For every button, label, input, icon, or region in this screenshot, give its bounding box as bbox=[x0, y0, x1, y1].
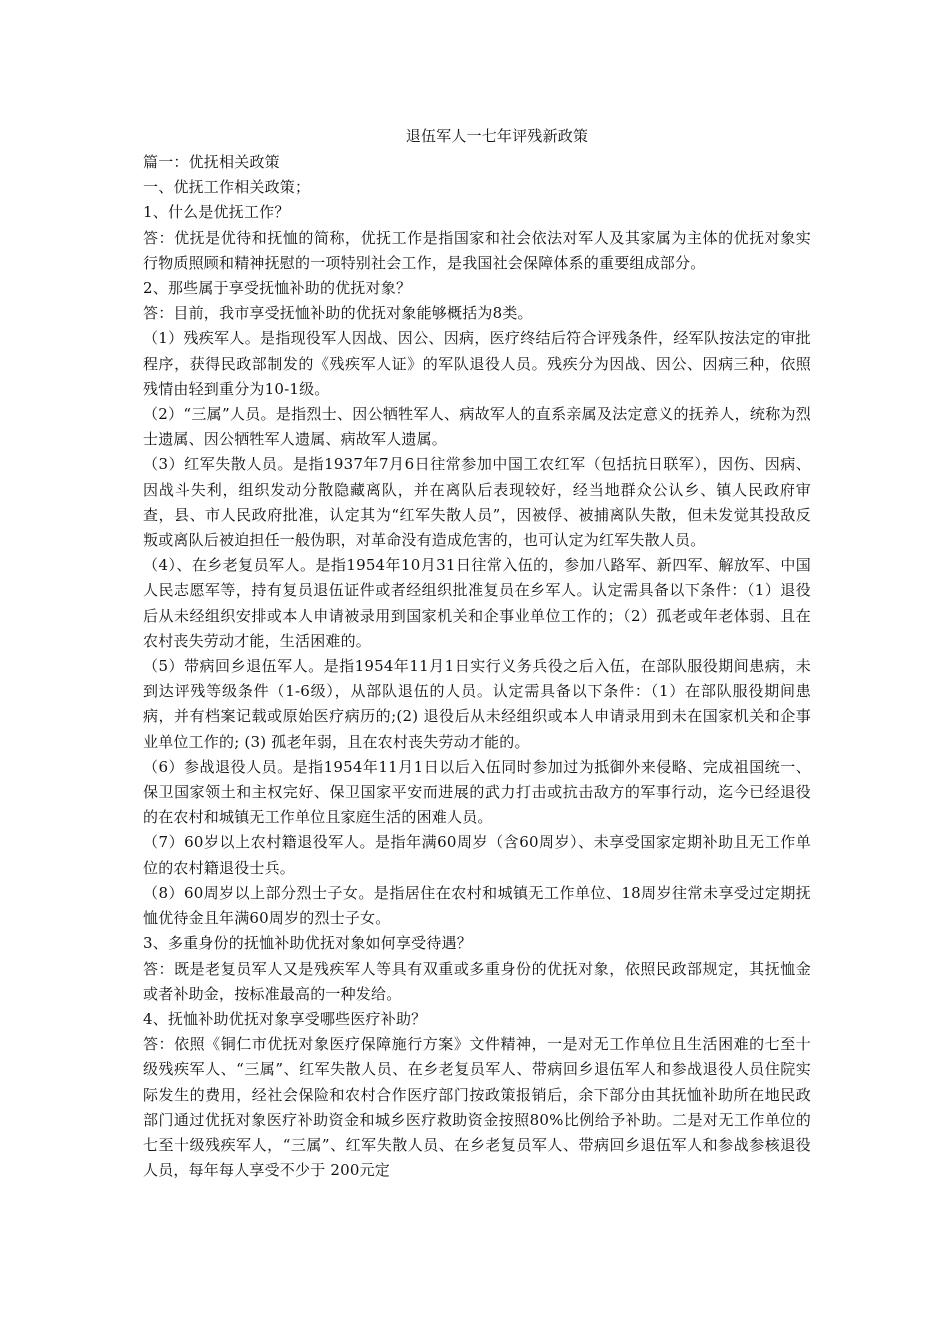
document-body bbox=[143, 124, 811, 1183]
paragraph: 答：优抚是优待和抚恤的简称，优抚工作是指国家和社会依法对军人及其家属为主体的优抚对象实行物质照顾和精神抚慰的一项特别社会工作，是我国社会保障体系的重要组成部分。 bbox=[143, 228, 811, 272]
paragraph: 1、什么是优抚工作？ bbox=[143, 203, 290, 222]
paragraph: （5）带病回乡退伍军人。是指1954年11月1日实行义务兵役之后入伍，在部队服役期间患病，未到达评残等级条件（1-6级），从部队退伍的人员。认定需具备以下条件：（1）在部队服役期间患病，并有档案记载或原始医疗病历的;(2) 退役后从未经组织或本人申请录用到未在国家机关和企事业单位工作的; (3) 孤老年弱，且在农村丧失劳动才能的。 bbox=[143, 657, 811, 751]
paragraph: 篇一：优抚相关政策 bbox=[143, 153, 280, 171]
paragraph: （3）红军失散人员。是指1937年7月6日往常参加中国工农红军（包括抗日联军），因伤、因病、因战斗失利，组织发动分散隐藏离队，并在离队后表现较好，经当地群众公认乡、镇人民政府审查，县、市人民政府批准，认定其为“红军失散人员”，因被俘、被捕离队失散，但未发觉其投敌反叛或离队后被迫担任一般伪职，对革命没有造成危害的，也可认定为红军失散人员。 bbox=[143, 455, 811, 550]
paragraph: （2）“三属”人员。是指烈士、因公牺牲军人、病故军人的直系亲属及法定意义的抚养人，统称为烈士遗属、因公牺牲军人遗属、病故军人遗属。 bbox=[143, 405, 811, 449]
paragraph: 3、多重身份的抚恤补助优抚对象如何享受待遇？ bbox=[143, 934, 472, 953]
paragraph: 答：既是老复员军人又是残疾军人等具有双重或多重身份的优抚对象，依照民政部规定，其抚恤金或者补助金，按标准最高的一种发给。 bbox=[143, 959, 811, 1003]
paragraph: （8）60周岁以上部分烈士子女。是指居住在农村和城镇无工作单位、18周岁往常未享受过定期抚恤优待金且年满60周岁的烈士子女。 bbox=[143, 883, 811, 928]
paragraph: 2、那些属于享受抚恤补助的优抚对象？ bbox=[143, 279, 412, 298]
paragraph: （1）残疾军人。是指现役军人因战、因公、因病，医疗终结后符合评残条件，经军队按法定的审批程序，获得民政部制发的《残疾军人证》的军队退役人员。残疾分为因战、因公、因病三种，依照残情由轻到重分为10-1级。 bbox=[143, 329, 811, 398]
paragraph: 一、优抚工作相关政策； bbox=[143, 178, 311, 197]
document-title: 退伍军人一七年评残新政策 bbox=[405, 127, 589, 145]
paragraph: 答：依照《铜仁市优抚对象医疗保障施行方案》文件精神，一是对无工作单位且生活困难的七至十级残疾军人、“三属”、红军失散人员、在乡老复员军人、带病回乡退伍军人和参战退役人员住院实际发生的费用，经社会保险和农村合作医疗部门按政策报销后，余下部分由其抚恤补助所在地民政部门通过优抚对象医疗补助资金和城乡医疗救助资金按照80%比例给予补助。二是对无工作单位的七至十级残疾军人，“三属”、红军失散人员、在乡老复员军人、带病回乡退伍军人和参战参核退役人员，每年每人享受不少于 200元定 bbox=[143, 1035, 811, 1180]
paragraph: 答：目前，我市享受抚恤补助的优抚对象能够概括为8类。 bbox=[143, 304, 533, 323]
paragraph: （4）、在乡老复员军人。是指1954年10月31日往常入伍的，参加八路军、新四军、解放军、中国人民志愿军等，持有复员退伍证件或者经组织批准复员在乡军人。认定需具备以下条件：（1）退役后从未经组织安排或本人申请被录用到国家机关和企事业单位工作的；（2）孤老或年老体弱、且在农村丧失劳动才能，生活困难的。 bbox=[143, 556, 811, 650]
paragraph: （7）60岁以上农村籍退役军人。是指年满60周岁（含60周岁）、未享受国家定期补助且无工作单位的农村籍退役士兵。 bbox=[143, 833, 811, 877]
paragraph: 4、抚恤补助优抚对象享受哪些医疗补助？ bbox=[143, 1009, 427, 1028]
paragraph: （6）参战退役人员。是指1954年11月1日以后入伍同时参加过为抵御外来侵略、完成祖国统一、保卫国家领土和主权完好、保卫国家平安而进展的武力打击或抗击敌方的军事行动，迄今已经退役的在农村和城镇无工作单位且家庭生活的困难人员。 bbox=[143, 757, 811, 827]
